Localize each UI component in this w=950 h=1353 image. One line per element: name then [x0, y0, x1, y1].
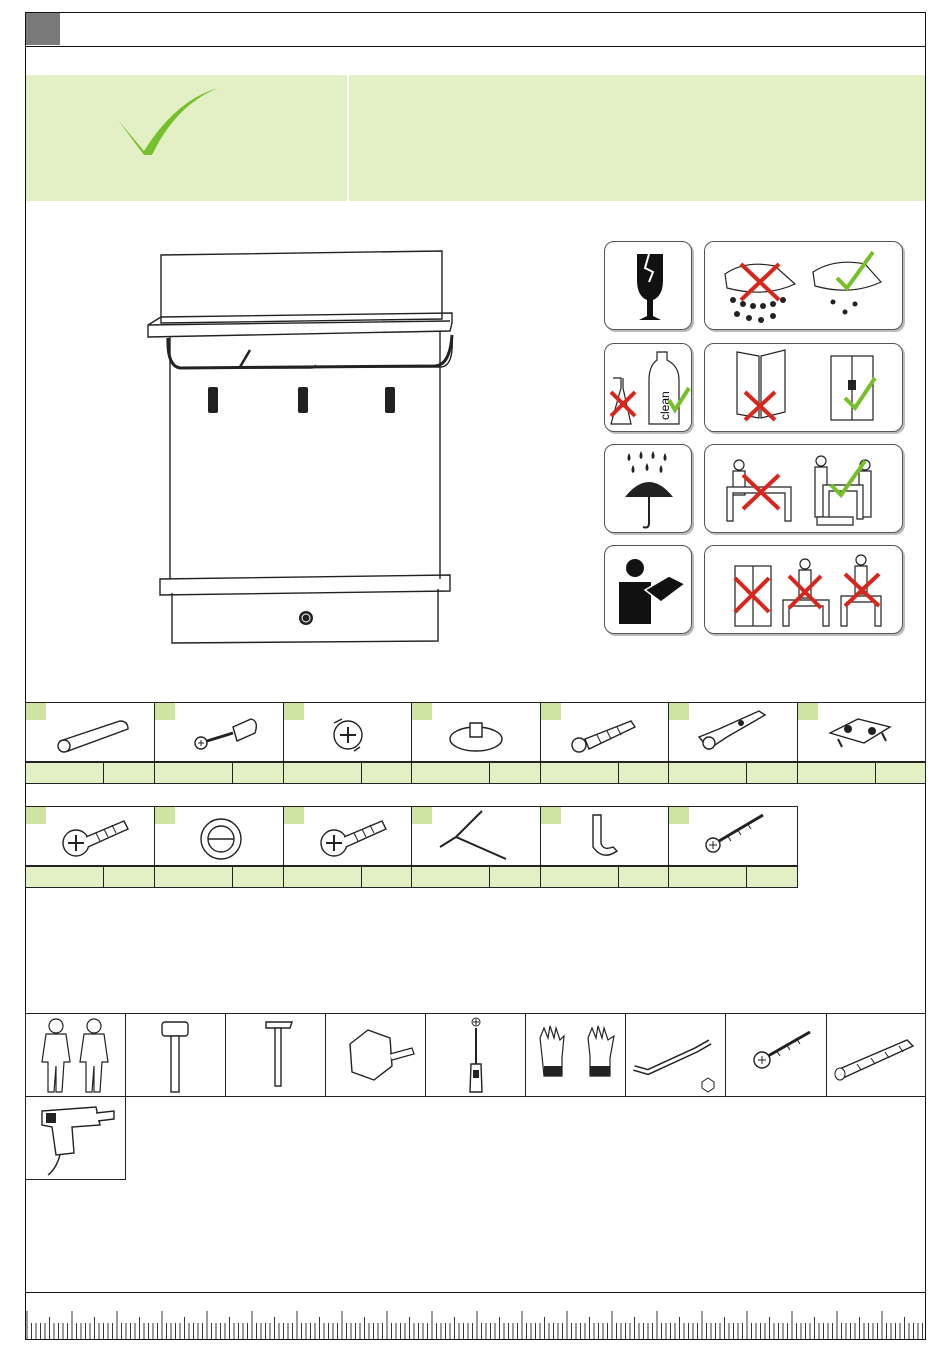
quantity-cell	[668, 866, 798, 888]
header-bar	[25, 12, 926, 47]
furniture-glide-icon	[411, 702, 541, 762]
gloves-icon	[525, 1013, 626, 1097]
fragile-icon	[604, 241, 692, 330]
cap-cover-icon	[154, 806, 284, 866]
quantity-cell	[411, 866, 541, 888]
clean-label: clean	[658, 391, 672, 420]
no-chemicals-icon	[604, 343, 692, 432]
wall-anchor-icon	[826, 1013, 926, 1097]
two-person-icon	[25, 1013, 126, 1097]
coat-hook-icon	[540, 806, 670, 866]
quantity-cell	[283, 762, 413, 784]
quantity-cell	[668, 762, 798, 784]
quantity-cell	[25, 866, 155, 888]
power-drill-icon	[25, 1096, 126, 1180]
mounting-plate-icon	[797, 702, 926, 762]
drywall-screw-icon	[668, 806, 798, 866]
hammer-icon	[225, 1013, 326, 1097]
quantity-cell	[25, 762, 155, 784]
summary-dimensions-panel	[349, 75, 925, 201]
tape-measure-icon	[325, 1013, 426, 1097]
allen-key-icon	[411, 806, 541, 866]
quantity-cell	[154, 762, 284, 784]
page-frame	[25, 12, 926, 1340]
cleaning-cloth-icon	[704, 241, 903, 330]
rubber-mallet-icon	[125, 1013, 226, 1097]
read-manual-icon	[604, 545, 692, 634]
wooden-dowel-icon	[25, 702, 155, 762]
quantity-cell	[283, 866, 413, 888]
summary-check-panel	[26, 75, 347, 201]
wall-plug-icon	[540, 702, 670, 762]
screw-icon	[725, 1013, 827, 1097]
wood-screw-icon	[283, 806, 413, 866]
unpack-space-icon	[704, 444, 903, 533]
cam-bolt-icon	[154, 702, 284, 762]
step-marker	[26, 13, 60, 45]
measuring-ruler	[25, 1292, 926, 1341]
hinge-icon	[668, 702, 798, 762]
quantity-cell	[154, 866, 284, 888]
checkmark-icon	[26, 75, 347, 201]
close-doors-icon	[704, 343, 903, 432]
cam-lock-icon	[283, 702, 413, 762]
phillips-screwdriver-icon	[425, 1013, 526, 1097]
quantity-cell	[797, 762, 926, 784]
quantity-cell	[540, 866, 670, 888]
quantity-cell	[411, 762, 541, 784]
hex-key-icon	[625, 1013, 726, 1097]
confirmat-screw-icon	[25, 806, 155, 866]
quantity-cell	[540, 762, 670, 784]
keep-dry-icon	[604, 444, 692, 533]
hallway-unit-illustration	[140, 245, 460, 650]
no-climbing-icon	[704, 545, 903, 634]
